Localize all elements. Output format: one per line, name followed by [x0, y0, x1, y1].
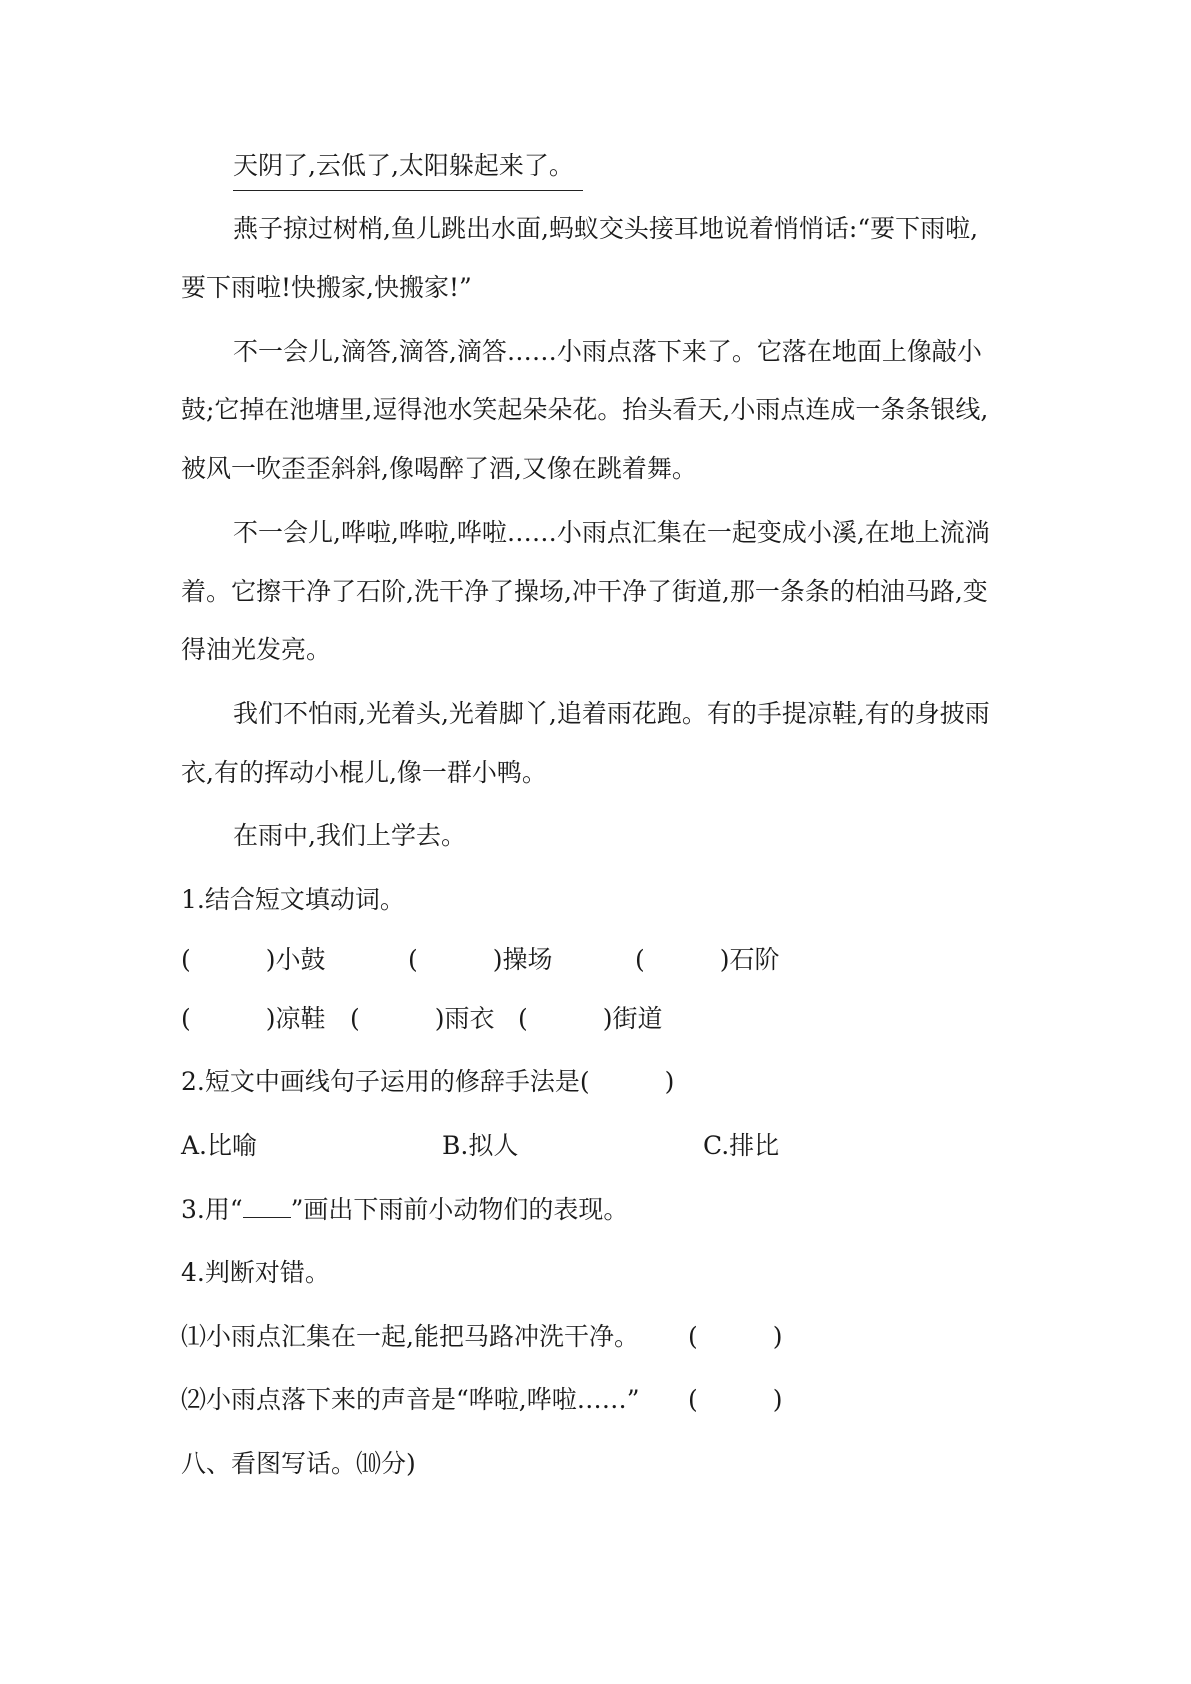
paragraph-4-line-3: 得油光发亮。	[181, 635, 332, 664]
underline-sample	[243, 1197, 291, 1218]
question-3	[181, 1194, 628, 1226]
question-3-suffix: ”画出下雨前小动物们的表现。	[290, 1195, 629, 1224]
question-1-title: 1.结合短文填动词。	[181, 885, 405, 914]
q2-option-a[interactable]: A.比喻	[181, 1131, 258, 1160]
q1-blank-caochang[interactable]: ( )操场	[408, 945, 553, 974]
q4-item-2: ⑵小雨点落下来的声音是“哗啦,哗啦……”	[181, 1385, 640, 1414]
paragraph-4-line-2: 着。它擦干净了石阶,洗干净了操场,冲干净了街道,那一条条的柏油马路,变	[181, 577, 988, 606]
section-8-title: 八、看图写话。⑽分)	[181, 1449, 416, 1478]
question-2-title: 2.短文中画线句子运用的修辞手法是( )	[181, 1067, 675, 1096]
q4-item-1: ⑴小雨点汇集在一起,能把马路冲洗干净。	[181, 1322, 639, 1351]
q1-blank-liangxie[interactable]: ( )凉鞋	[181, 1004, 326, 1033]
paragraph-4-line-1: 不一会儿,哗啦,哗啦,哗啦……小雨点汇集在一起变成小溪,在地上流淌	[233, 518, 990, 547]
paragraph-2-line-1: 燕子掠过树梢,鱼儿跳出水面,蚂蚁交头接耳地说着悄悄话:“要下雨啦,	[233, 214, 979, 243]
q2-option-b[interactable]: B.拟人	[442, 1131, 519, 1160]
q2-option-c[interactable]: C.排比	[703, 1131, 780, 1160]
paragraph-3-line-1: 不一会儿,滴答,滴答,滴答……小雨点落下来了。它落在地面上像敲小	[233, 337, 982, 366]
underlined-sentence: 天阴了,云低了,太阳躲起来了。	[233, 151, 574, 180]
q1-blank-shijie[interactable]: ( )石阶	[635, 945, 780, 974]
paragraph-3-line-2: 鼓;它掉在池塘里,逗得池水笑起朵朵花。抬头看天,小雨点连成一条条银线,	[181, 395, 989, 424]
q1-blank-yuyi[interactable]: ( )雨衣	[350, 1004, 495, 1033]
paragraph-6-line-1: 在雨中,我们上学去。	[233, 821, 466, 850]
paragraph-5-line-1: 我们不怕雨,光着头,光着脚丫,追着雨花跑。有的手提凉鞋,有的身披雨	[233, 699, 990, 728]
paragraph-3-line-3: 被风一吹歪歪斜斜,像喝醉了酒,又像在跳着舞。	[181, 454, 697, 483]
q4-item-2-answer[interactable]: ( )	[688, 1385, 783, 1414]
paragraph-5-line-2: 衣,有的挥动小棍儿,像一群小鸭。	[181, 758, 547, 787]
q1-blank-jiedao[interactable]: ( )街道	[518, 1004, 663, 1033]
q4-item-1-answer[interactable]: ( )	[688, 1322, 783, 1351]
question-3-prefix: 3.用“	[181, 1195, 243, 1224]
q1-blank-xiaogu[interactable]: ( )小鼓	[181, 945, 326, 974]
question-4-title: 4.判断对错。	[181, 1258, 330, 1287]
paragraph-2-line-2: 要下雨啦!快搬家,快搬家!”	[181, 273, 472, 302]
